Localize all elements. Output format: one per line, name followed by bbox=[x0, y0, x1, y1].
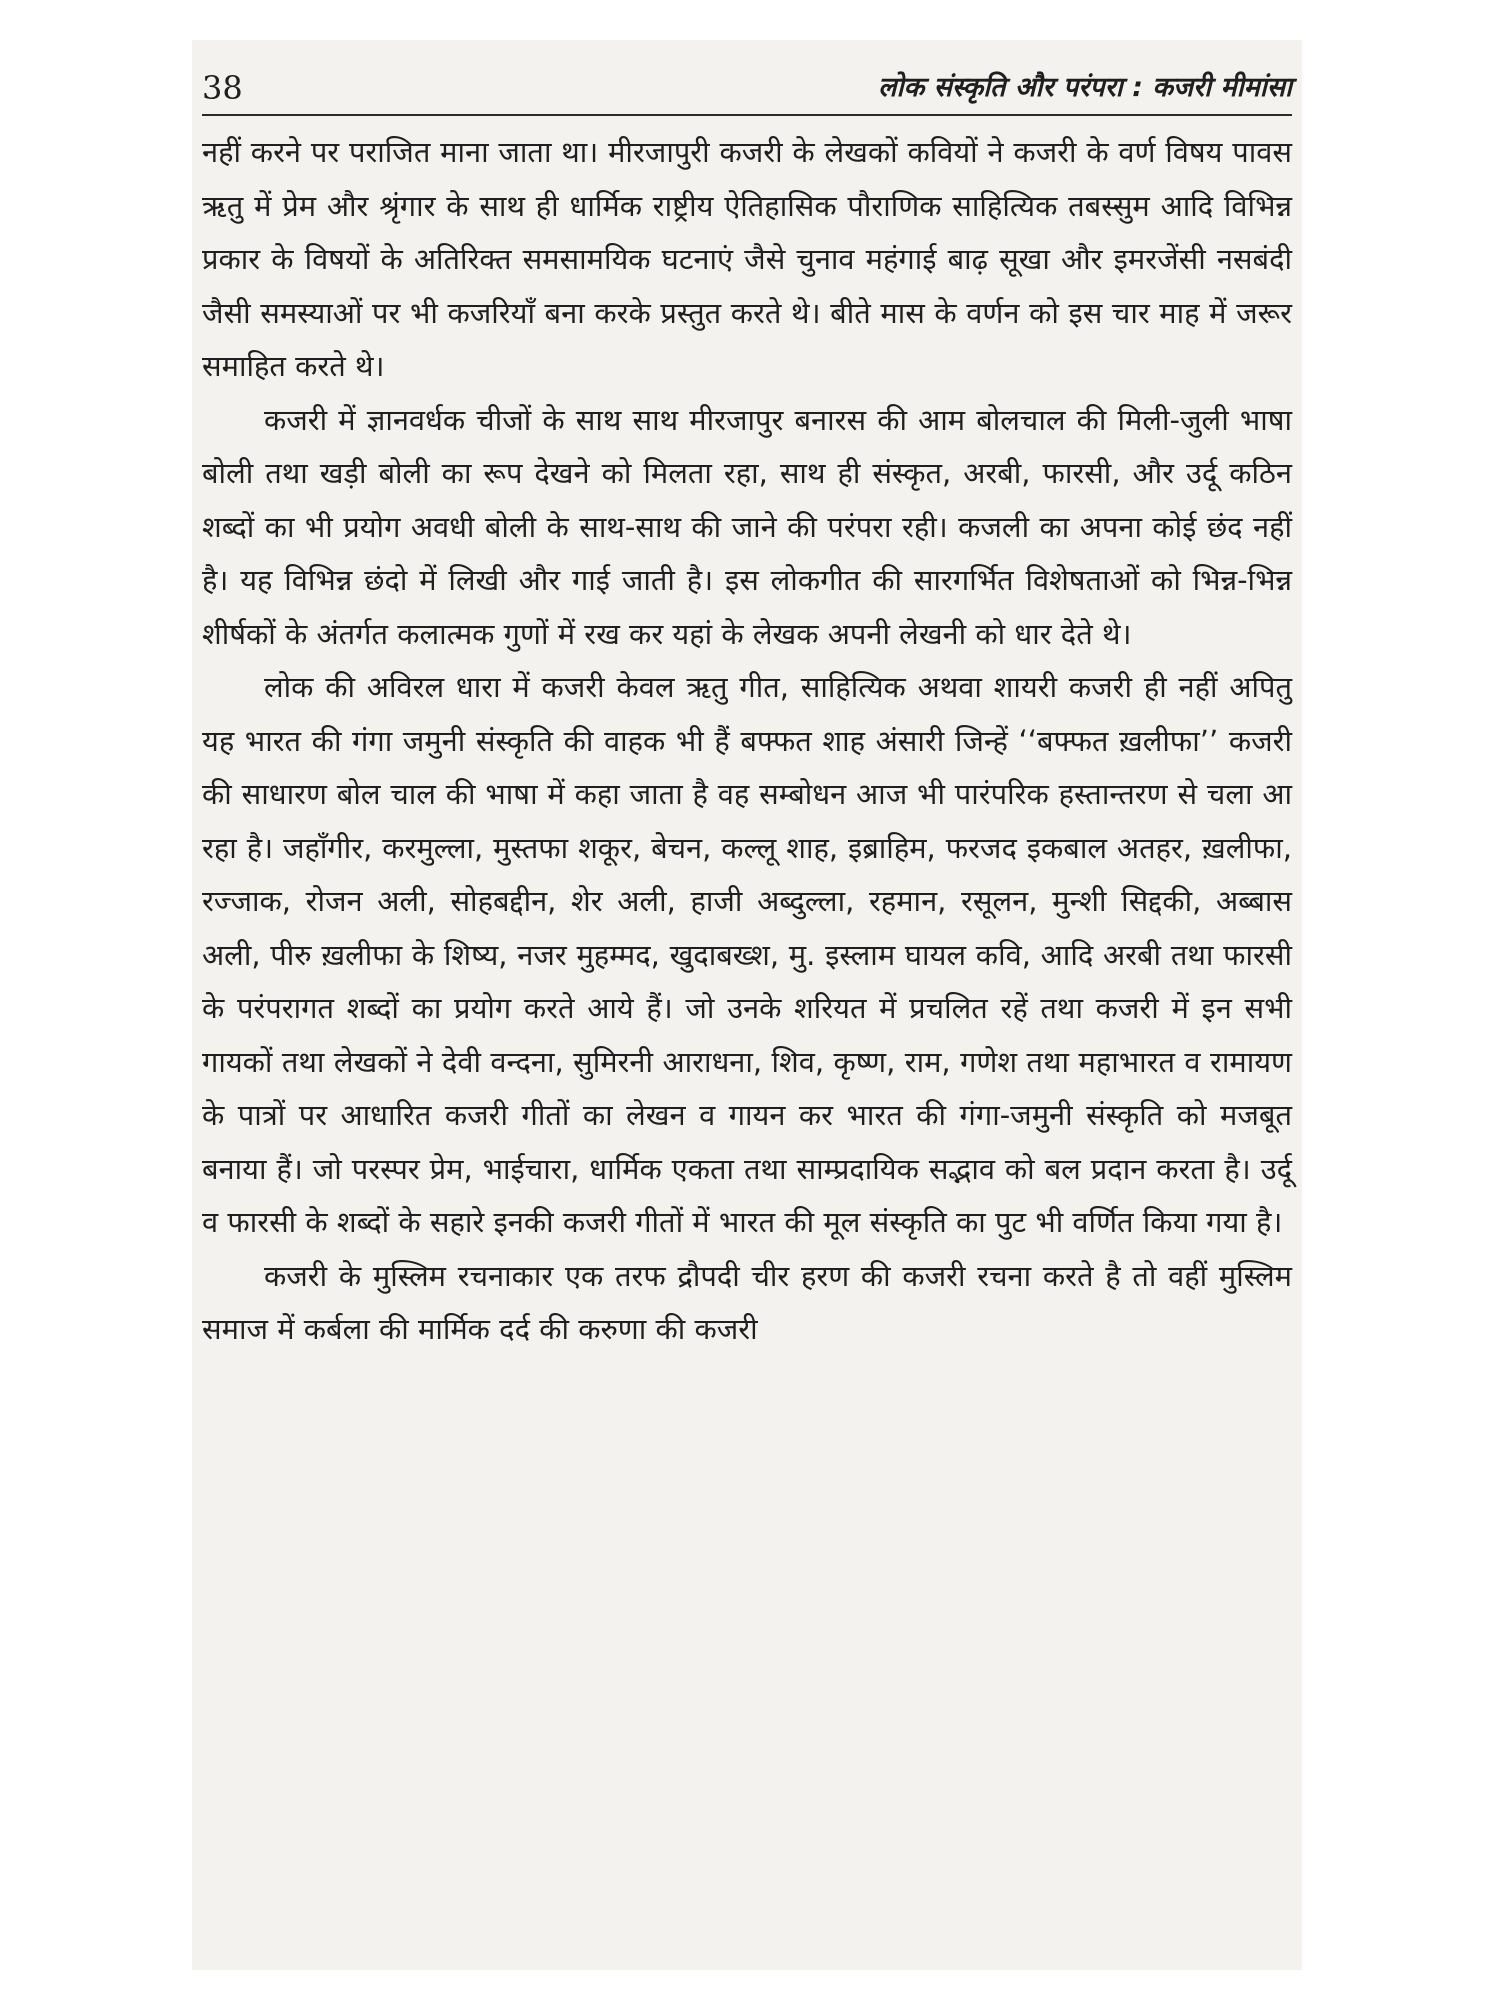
paragraph-2: कजरी में ज्ञानवर्धक चीजों के साथ साथ मीरजापुर बनारस की आम बोलचाल की मिली-जुली भाषा बोली तथा खड़ी बोली का रूप देखने को मिलता रहा, साथ ही संस्कृत, अरबी, फारसी, और उर्दू कठिन शब्दों का भी प्रयोग अवधी बोली के साथ-साथ की जाने की परंपरा रही। कजली का अपना कोई छंद नहीं है। यह विभिन्न छंदो में लिखी और गाई जाती है। इस लोकगीत की सारगर्भित विशेषताओं को भिन्न-भिन्न शीर्षकों के अंतर्गत कलात्मक गुणों में रख कर यहां के लेखक अपनी लेखनी को धार देते थे। bbox=[202, 402, 1292, 651]
page-number: 38 bbox=[202, 69, 243, 107]
paragraph-4: कजरी के मुस्लिम रचनाकार एक तरफ द्रौपदी चीर हरण की कजरी रचना करते है तो वहीं मुस्लिम समाज में कर्बला की मार्मिक दर्द की करुणा की कजरी bbox=[202, 1258, 1292, 1346]
header-divider bbox=[202, 114, 1292, 116]
running-title: लोक संस्कृति और परंपरा : कजरी मीमांसा bbox=[878, 72, 1292, 103]
paragraph-3: लोक की अविरल धारा में कजरी केवल ऋतु गीत, साहित्यिक अथवा शायरी कजरी ही नहीं अपितु यह भारत की गंगा जमुनी संस्कृति की वाहक भी हैं बफ्फत शाह अंसारी जिन्हें ‘‘बफ्फत ख़लीफा’’ कजरी की साधारण बोल चाल की भाषा में कहा जाता है वह सम्बोधन आज भी पारंपरिक हस्तान्तरण से चला आ रहा है। जहाँगीर, करमुल्ला, मुस्तफा शकूर, बेचन, कल्लू शाह, इब्राहिम, फरजद इकबाल अतहर, ख़लीफा, रज्जाक, रोजन अली, सोहबद्दीन, शेर अली, हाजी अब्दुल्ला, रहमान, रसूलन, मुन्शी सिद्दकी, अब्बास अली, पीरु ख़लीफा के शिष्य, नजर मुहम्मद, खुदाबख्श, मु. इस्लाम घायल कवि, आदि अरबी तथा फारसी के परंपरागत शब्दों का प्रयोग करते आये हैं। जो उनके शरियत में प्रचलित रहें तथा कजरी में इन सभी गायकों तथा लेखकों ने देवी वन्दना, सुमिरनी आराधना, शिव, कृष्ण, राम, गणेश तथा महाभारत व रामायण के पात्रों पर आधारित कजरी गीतों का लेखन व गायन कर भारत की गंगा-जमुनी संस्कृति को मजबूत बनाया हैं। जो परस्पर प्रेम, भाईचारा, धार्मिक एकता तथा साम्प्रदायिक सद्भाव को बल प्रदान करता है। उर्दू व फारसी के शब्दों के सहारे इनकी कजरी गीतों में भारत की मूल संस्कृति का पुट भी वर्णित किया गया है। bbox=[202, 670, 1292, 1239]
book-page bbox=[192, 40, 1302, 1970]
paragraph-1: नहीं करने पर पराजित माना जाता था। मीरजापुरी कजरी के लेखकों कवियों ने कजरी के वर्ण विषय पावस ऋतु में प्रेम और श्रृंगार के साथ ही धार्मिक राष्ट्रीय ऐतिहासिक पौराणिक साहित्यिक तबस्सुम आदि विभिन्न प्रकार के विषयों के अतिरिक्त समसामयिक घटनाएं जैसे चुनाव महंगाई बाढ़ सूखा और इमरजेंसी नसबंदी जैसी समस्याओं पर भी कजरियाँ बना करके प्रस्तुत करते थे। बीते मास के वर्णन को इस चार माह में जरूर समाहित करते थे। bbox=[202, 135, 1292, 383]
page-header bbox=[202, 54, 1292, 108]
body-text bbox=[202, 126, 1292, 1357]
